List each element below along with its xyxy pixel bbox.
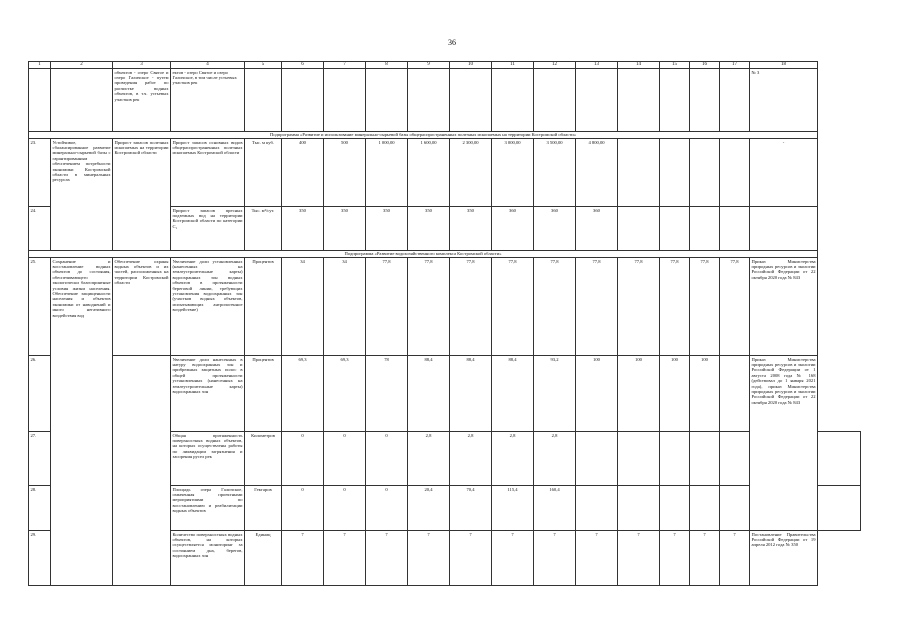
indicator-cell: Прирост запасов основных видов общераспространенных полезных ископаемых Костромской области (171, 139, 245, 207)
header-cell: 12 (534, 62, 576, 69)
unit-cell: Процентов (245, 258, 282, 356)
header-cell: 2 (51, 62, 113, 69)
header-cell: 5 (245, 62, 282, 69)
table-row-26 (29, 356, 861, 432)
value-cell: 350 (450, 207, 492, 251)
value-cell: 7 (660, 531, 690, 586)
header-cell: 7 (324, 62, 366, 69)
header-cell: 14 (618, 62, 660, 69)
value-cell: 69,3 (282, 356, 324, 432)
row-number: 27. (29, 432, 51, 486)
subprogram-title: Подпрограмма «Развитие и использование минерально-сырьевой базы общераспространенных полезных ископаемых на территории Костромской области» (29, 132, 818, 139)
value-cell: 100 (618, 356, 660, 432)
value-cell: 100 (576, 356, 618, 432)
indicators-table (28, 61, 861, 586)
basis-cell: - (750, 139, 818, 207)
basis-cell: Приказ Министерства природных ресурсов и экологии Российской Федерации от 1 августа 2008 года № 168 (действовал до 1 января 2021 года), приказ Министерства природных ресурсов и экологии Российской Федерации от 22 октября 2020 года № 843 (750, 356, 818, 531)
value-cell: 77,8 (660, 258, 690, 356)
value-cell: 77,8 (492, 258, 534, 356)
cell (51, 69, 113, 132)
value-cell: 77,8 (366, 258, 408, 356)
table-row-23 (29, 139, 861, 207)
row-number: 24. (29, 207, 51, 251)
value-cell: 100 (660, 356, 690, 432)
value-cell: 2 300,00 (450, 139, 492, 207)
value-cell: 34 (282, 258, 324, 356)
value-cell: 0 (282, 432, 324, 486)
value-cell: 77,8 (450, 258, 492, 356)
subprogram-row (29, 251, 861, 258)
value-cell: 77,8 (576, 258, 618, 356)
indicator-cell: ектов - озеро Святое и озеро Галичское, в том числе устьевых участков рек (171, 69, 245, 132)
value-cell: 350 (366, 207, 408, 251)
value-cell: 7 (492, 531, 534, 586)
cell (29, 69, 51, 132)
header-cell: 1 (29, 62, 51, 69)
value-cell: 88,4 (408, 356, 450, 432)
row-number: 29. (29, 531, 51, 586)
header-cell: 13 (576, 62, 618, 69)
task-cell: Прирост запасов полезных ископаемых на территории Костромской области (113, 139, 171, 251)
value-cell: 77,8 (618, 258, 660, 356)
header-cell: 6 (282, 62, 324, 69)
value-cell: 4 800,00 (576, 139, 618, 207)
value-cell: 0 (324, 486, 366, 531)
value-cell: 70,4 (450, 486, 492, 531)
value-cell: 2,8 (408, 432, 450, 486)
value-cell: 7 (576, 531, 618, 586)
value-cell: 3 500,00 (534, 139, 576, 207)
value-cell: 7 (720, 531, 750, 586)
value-cell: 0 (282, 486, 324, 531)
value-cell: 78 (366, 356, 408, 432)
task-cell: Обеспечение охраны водных объектов и их частей, расположенных на территории Костромской области (113, 258, 171, 356)
value-cell: 7 (282, 531, 324, 586)
value-cell: 7 (534, 531, 576, 586)
header-cell: 16 (690, 62, 720, 69)
goal-cell: Сохранение и восстановление водных объектов до состояния, обеспечивающего экологически благоприятные условия жизни населения. Обеспечение защищенности населения и объектов экономики от наводнений и иного негативного воздействия вод (51, 258, 113, 586)
subprogram-row (29, 132, 861, 139)
value-cell: 34 (324, 258, 366, 356)
indicator-cell: Общая протяженность поверхностных водных объектов, на которых осуществлены работы по ликвидации загрязнения и засорения русел рек (171, 432, 245, 486)
indicator-cell: Количество поверхностных водных объектов, на которых осуществляется мониторинг за состоянием дна, берегов, водоохранных зон (171, 531, 245, 586)
header-cell: 9 (408, 62, 450, 69)
basis-cell: № 3 (750, 69, 818, 132)
indicator-cell: Увеличение доли нанесенных в натуру водоохранных зон и прибрежных защитных полос в общей протяженности установленных (нанесенных на землеустроительные карты) водоохранных зон (171, 356, 245, 432)
row-number: 23. (29, 139, 51, 207)
task-cell: объектов - озеро Святое и озеро Галичское - путем проведения работ по расчистке водных объектов, в т.ч. устьевых участков рек (113, 69, 171, 132)
basis-cell: Приказ Министерства природных ресурсов и экологии Российской Федерации от 22 октября 2020 года № 843 (750, 258, 818, 356)
unit-cell: Километров (245, 432, 282, 486)
unit-cell: Гектаров (245, 486, 282, 531)
row-number: 28. (29, 486, 51, 531)
value-cell: 7 (366, 531, 408, 586)
table-row-continuation (29, 69, 861, 132)
value-cell: 360 (576, 207, 618, 251)
unit-cell: Тыс. м куб. (245, 139, 282, 207)
value-cell: 0 (366, 486, 408, 531)
indicator-cell: Площадь озера Галичское, охваченная проектными мероприятиями по восстановлению и реабилитации водных объектов (171, 486, 245, 531)
row-number: 25. (29, 258, 51, 356)
header-cell: 17 (720, 62, 750, 69)
value-cell: 2,8 (492, 432, 534, 486)
table-row-25 (29, 258, 861, 356)
header-cell: 8 (366, 62, 408, 69)
task-cell (113, 356, 171, 586)
value-cell: 7 (450, 531, 492, 586)
value-cell: 93,2 (534, 356, 576, 432)
value-cell: 360 (492, 207, 534, 251)
value-cell: 7 (690, 531, 720, 586)
unit-cell: Тыс. м³/сут. (245, 207, 282, 251)
row-number: 26. (29, 356, 51, 432)
value-cell: 0 (324, 432, 366, 486)
value-cell: 0 (366, 432, 408, 486)
value-cell: 77,8 (408, 258, 450, 356)
header-row (29, 62, 861, 69)
value-cell: 7 (408, 531, 450, 586)
header-cell: 4 (171, 62, 245, 69)
header-cell: 15 (660, 62, 690, 69)
value-cell: 7 (324, 531, 366, 586)
value-cell: 350 (282, 207, 324, 251)
indicator-cell: Увеличение доли установленных (нанесенных на землеустроительные карты) водоохранных зон водных объектов в протяженности береговой линии, требующих установления водоохранных зон (участков водных объектов, испытывающих антропогенное воздействие) (171, 258, 245, 356)
value-cell: 100 (690, 356, 720, 432)
value-cell: 115,4 (492, 486, 534, 531)
header-cell: 11 (492, 62, 534, 69)
value-cell: 1 000,00 (366, 139, 408, 207)
value-cell: 3 000,00 (492, 139, 534, 207)
value-cell: 400 (282, 139, 324, 207)
value-cell: 360 (534, 207, 576, 251)
value-cell: 350 (408, 207, 450, 251)
value-cell: 77,8 (720, 258, 750, 356)
subprogram-title: Подпрограмма «Развитие водохозяйственного комплекса Костромской области» (29, 251, 818, 258)
page-number: 36 (448, 38, 456, 47)
value-cell: 88,4 (492, 356, 534, 432)
value-cell: 7 (618, 531, 660, 586)
unit-cell: Единиц (245, 531, 282, 586)
value-cell: 160,4 (534, 486, 576, 531)
value-cell: 69,3 (324, 356, 366, 432)
value-cell: 2,8 (450, 432, 492, 486)
goal-cell: Устойчивое, сбалансированное развитие минерально-сырьевой базы с гарантированным обеспечением потребности экономики Костромской области в минеральных ресурсах (51, 139, 113, 251)
header-cell: 3 (113, 62, 171, 69)
unit-cell: Процентов (245, 356, 282, 432)
value-cell: 350 (324, 207, 366, 251)
indicator-cell: Прирост запасов пресных подземных вод на территории Костромской области по категории C₁ (171, 207, 245, 251)
value-cell: 2,8 (534, 432, 576, 486)
value-cell: 88,4 (450, 356, 492, 432)
basis-cell: Постановление Правительства Российской Федерации от 19 апреля 2012 года № 350 (750, 531, 818, 586)
value-cell: 77,8 (690, 258, 720, 356)
header-cell: 10 (450, 62, 492, 69)
header-cell: 18 (750, 62, 818, 69)
value-cell: 1 600,00 (408, 139, 450, 207)
value-cell: 77,8 (534, 258, 576, 356)
value-cell: 20,4 (408, 486, 450, 531)
value-cell: 500 (324, 139, 366, 207)
